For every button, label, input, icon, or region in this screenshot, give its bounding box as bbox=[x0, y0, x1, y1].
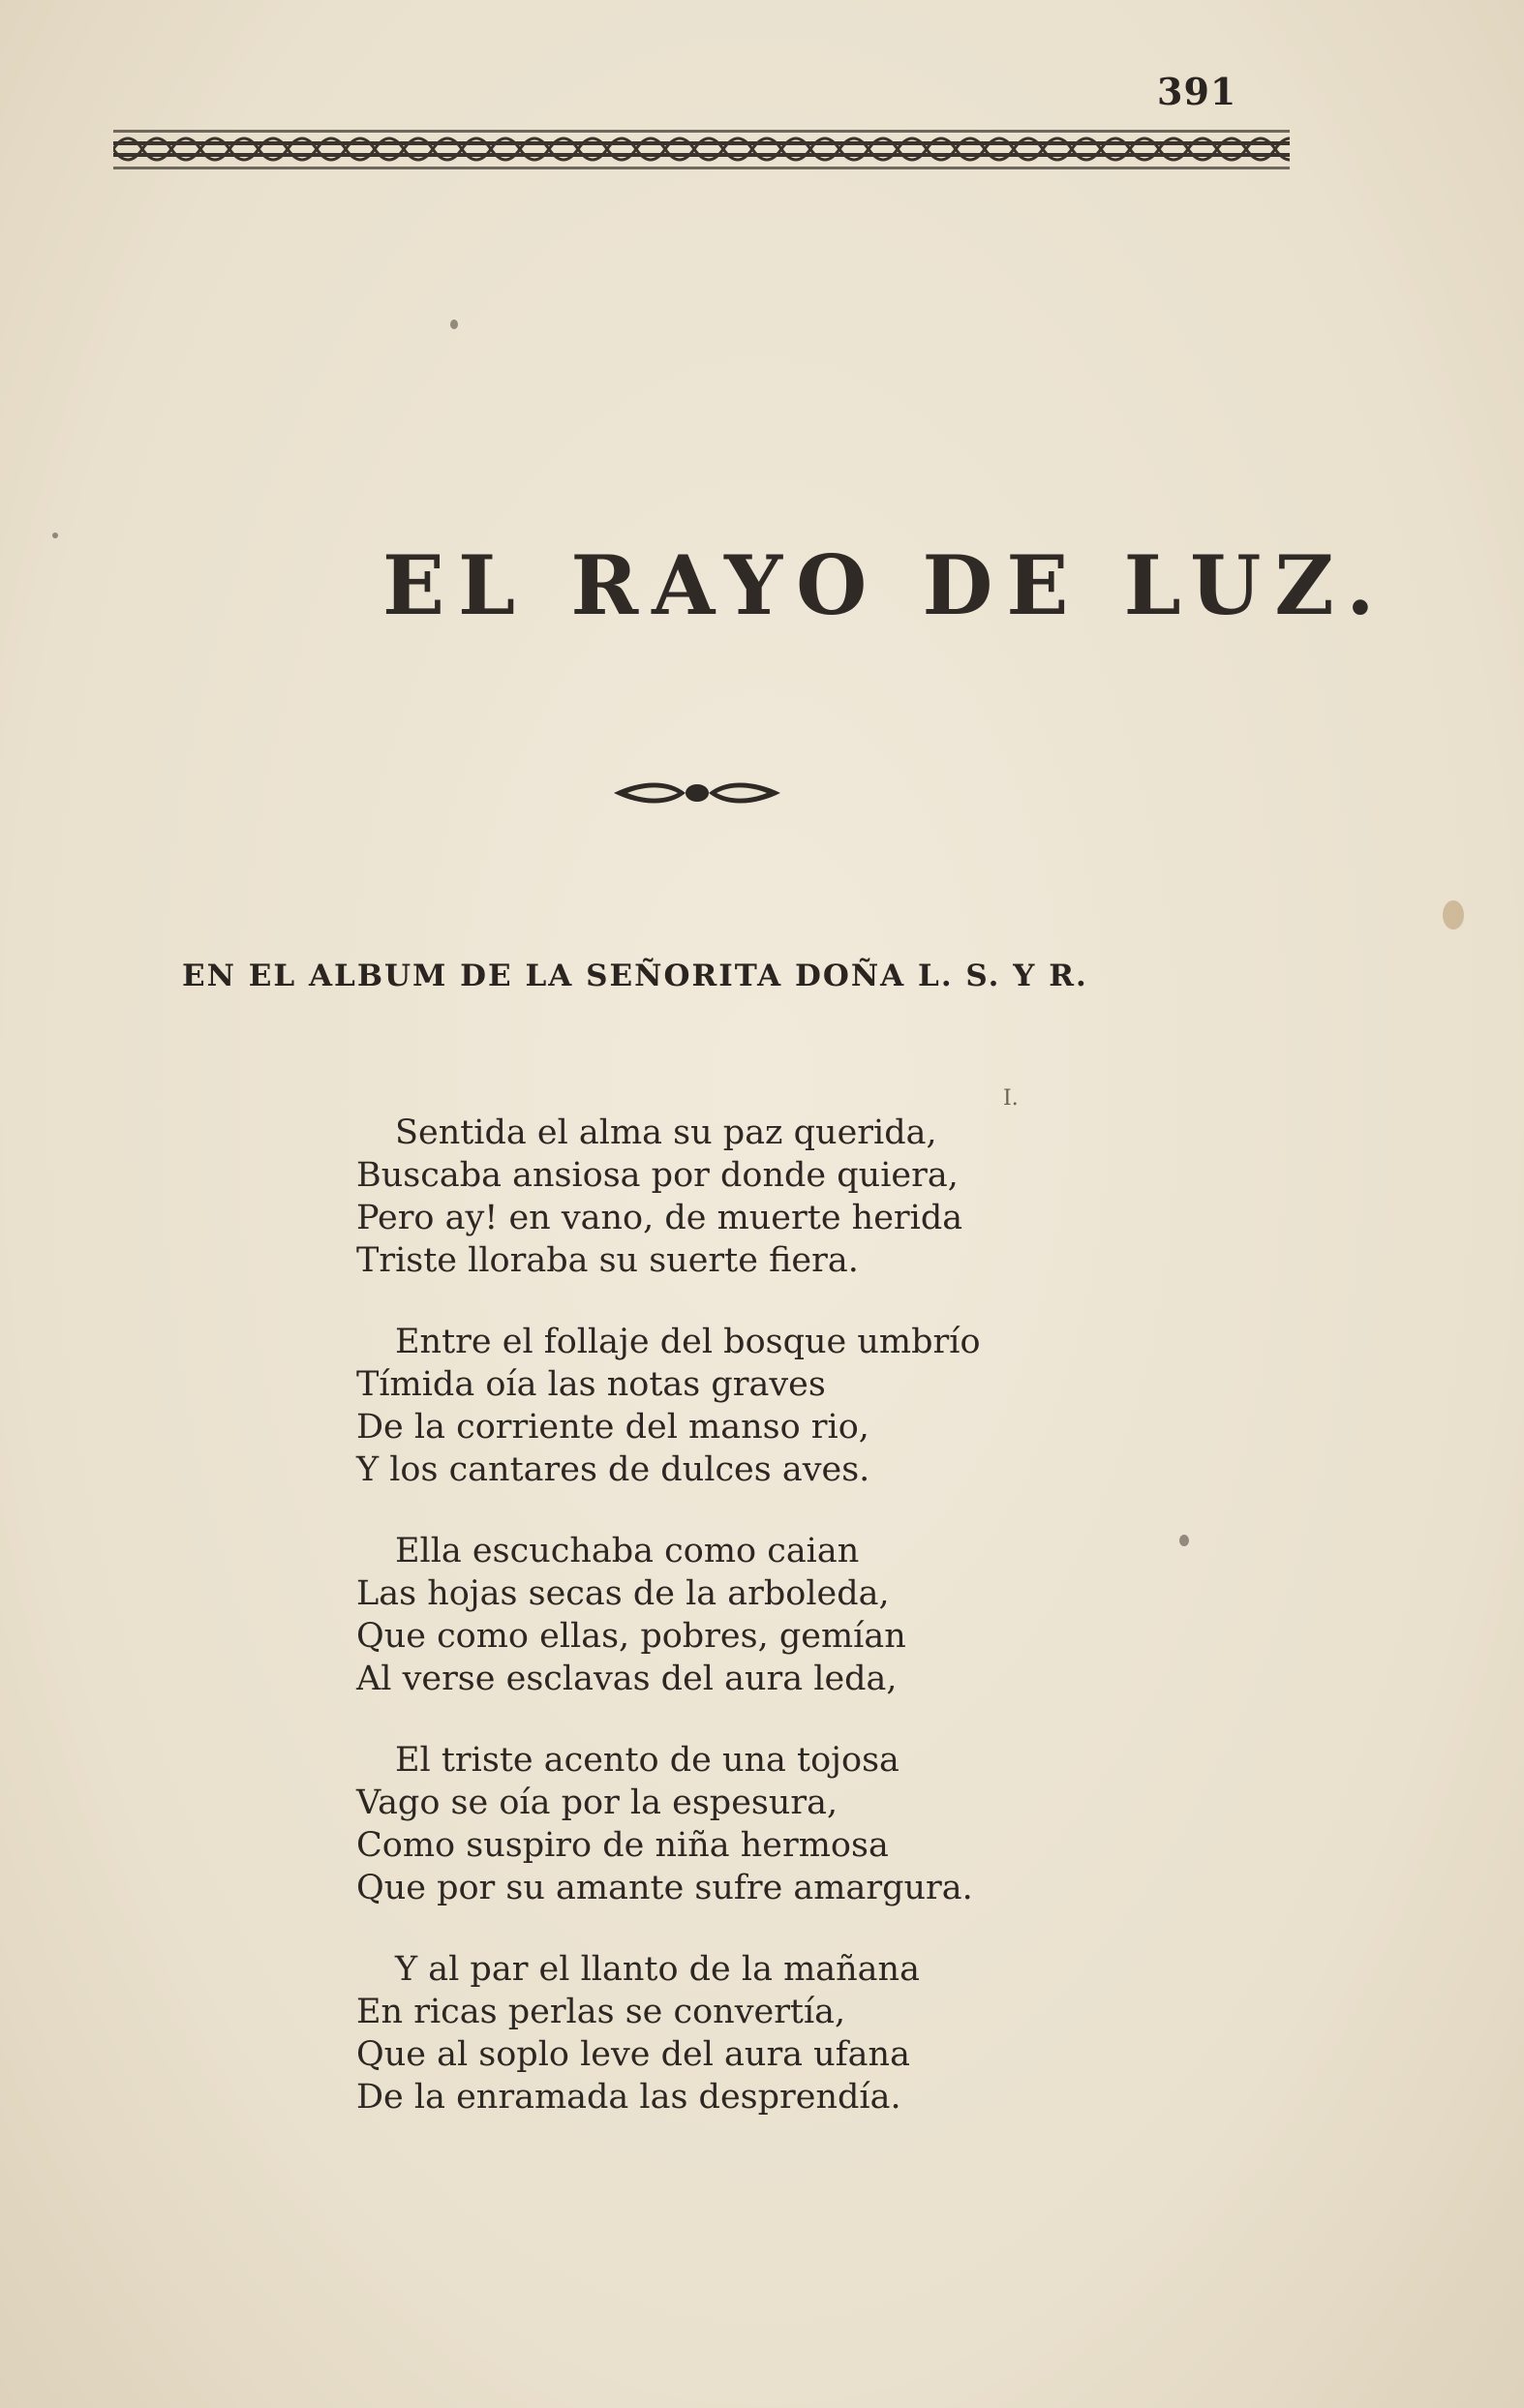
stanza bbox=[356, 1530, 1073, 1700]
verse-line: Como suspiro de niña hermosa bbox=[356, 1826, 889, 1865]
stanza-number: I. bbox=[1003, 1086, 1019, 1111]
verse-line: Que al soplo leve del aura ufana bbox=[356, 2035, 910, 2074]
stanza bbox=[356, 1739, 1073, 1909]
verse-line: Entre el follaje del bosque umbrío bbox=[395, 1323, 981, 1361]
paper-stain bbox=[1179, 1535, 1189, 1546]
verse-line: Tímida oía las notas graves bbox=[356, 1365, 826, 1404]
paper-stain bbox=[52, 533, 58, 538]
page-number: 391 bbox=[1157, 70, 1237, 113]
verse-line: Que por su amante sufre amargura. bbox=[356, 1869, 973, 1907]
decorative-header-rule bbox=[113, 122, 1290, 176]
stanza bbox=[356, 1948, 1073, 2118]
paper-stain bbox=[1443, 900, 1464, 930]
verse-line: Sentida el alma su paz querida, bbox=[395, 1113, 937, 1152]
verse-line: Las hojas secas de la arboleda, bbox=[356, 1574, 890, 1613]
dedication-heading: EN EL ALBUM DE LA SEÑORITA DOÑA L. S. Y R. bbox=[182, 959, 1088, 993]
stanza bbox=[356, 1112, 1073, 1282]
verse-line: Vago se oía por la espesura, bbox=[356, 1783, 838, 1822]
paper-stain bbox=[450, 320, 458, 329]
poem-body bbox=[356, 1112, 1073, 2157]
verse-line: Buscaba ansiosa por donde quiera, bbox=[356, 1156, 959, 1195]
verse-line: El triste acento de una tojosa bbox=[395, 1741, 899, 1780]
verse-line: Que como ellas, pobres, gemían bbox=[356, 1617, 906, 1656]
verse-line: En ricas perlas se convertía, bbox=[356, 1993, 846, 2031]
verse-line: Y al par el llanto de la mañana bbox=[395, 1950, 920, 1989]
verse-line: De la corriente del manso rio, bbox=[356, 1408, 869, 1447]
verse-line: Triste lloraba su suerte fiera. bbox=[356, 1241, 859, 1280]
poem-title: EL RAYO DE LUZ. bbox=[382, 537, 1388, 633]
verse-line: Y los cantares de dulces aves. bbox=[356, 1450, 870, 1489]
stanza bbox=[356, 1321, 1073, 1491]
verse-line: Pero ay! en vano, de muerte herida bbox=[356, 1199, 963, 1237]
verse-line: Ella escuchaba como caian bbox=[395, 1532, 860, 1570]
ornament-divider-icon bbox=[610, 775, 784, 811]
verse-line: De la enramada las desprendía. bbox=[356, 2078, 901, 2117]
verse-line: Al verse esclavas del aura leda, bbox=[356, 1660, 898, 1698]
